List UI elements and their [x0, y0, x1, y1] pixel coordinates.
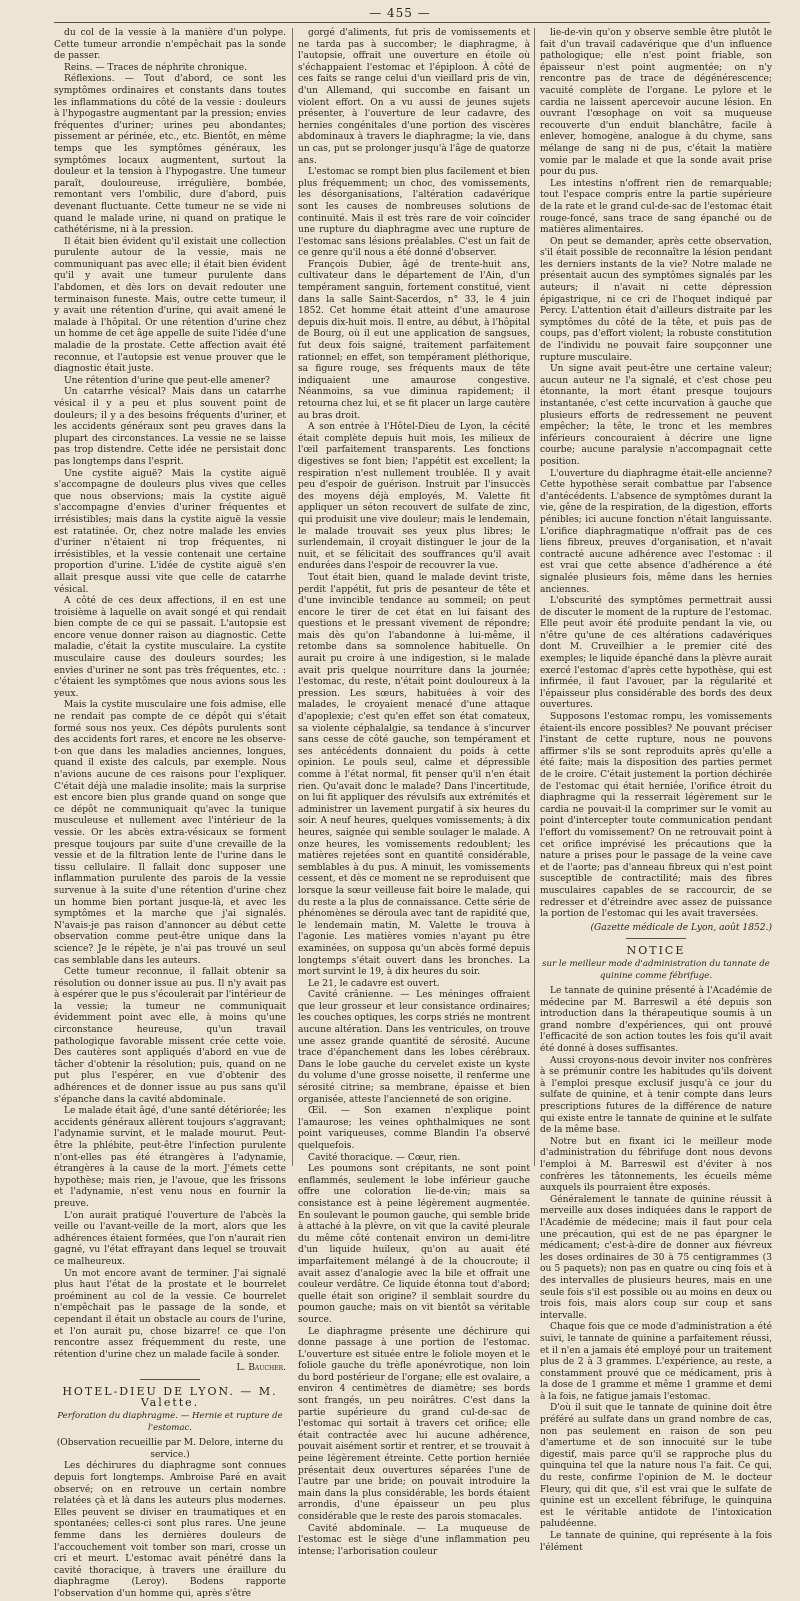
paragraph: Mais la cystite musculaire une fois admise, elle ne rendait pas compte de ce dépôt qui s'était formé sous nos yeux. Ces dépôts purulents sont des accidents fort rares, et encore ne les observe-t-on que dans les maladies anciennes, longues, quand il existe des calculs, par exemple. Nous n'avions aucune de ces raisons pour l'expliquer. C'était déjà une maladie insolite; mais la surprise est encore bien plus grande quand on songe que ce dépôt ne communiquait qu'avec la tunique musculeuse et nullement avec l'intérieur de la vessie. Or les abcès extra-vésicaux se forment presque toujours par suite d'une crevaille de la vessie et de la filtration lente de l'urine dans le tissu cellulaire. Il fallait donc supposer une inflammation purulente des parois de la vessie survenue à la suite d'une rétention d'urine chez un homme bien portant jusque-là, et avec les symptômes et la marche que j'ai signalés. N'avais-je pas raison d'annoncer au début cette observation comme peut-être unique dans la science? Je le répète, je n'ai pas trouvé un seul cas semblable dans les auteurs. [54, 700, 286, 966]
paragraph: Cette tumeur reconnue, il fallait obtenir sa résolution ou donner issue au pus. Il n'y avait pas à espérer que le pus s'écoulerait par l'intérieur de la vessie; la tumeur ne communiquait évidemment point avec elle, à moins qu'une circonstance heureuse, qu'un travail pathologique favorable missent crée cette voie. Des cautères sont appliqués d'abord en vue de tâcher d'obtenir la résolution; puis, quand on ne put plus l'espérer, en vue d'obtenir des adhérences et de donner issue au pus sans qu'il s'épanche dans la cavité abdominale. [54, 967, 287, 1105]
column-left [54, 28, 287, 1599]
signature: L. Baucher. [236, 1363, 286, 1374]
paragraph: Aussi croyons-nous devoir inviter nos confrères à se prémunir contre les habitudes qu'ils doivent à l'emploi presque exclusif jusqu'à ce jour du sulfate de quinine, et à tenir compte dans leurs prescriptions futures de la différence de nature qui existe entre le tannate de quinine et le sulfate de la même base. [540, 1055, 772, 1136]
paragraph: Une rétention d'urine que peut-elle amener? [64, 375, 270, 386]
paragraph: gorgé d'aliments, fut pris de vomissements et ne tarda pas à succomber; le diaphragme, à l'autopsie, offrait une ouverture en étoile où s'échappaient l'estomac et l'épiploon. À côté de ces faits se range celui d'un vieillard pris de vin, d'un Allemand, qui succombe en faisant un violent effort. On a vu aussi de jeunes sujets présenter, à l'ouverture de leur cadavre, des hernies congénitales d'une portion des viscères abdominaux à travers le diaphragme; la vie, dans un cas, put se prolonger jusqu'à l'âge de quatorze ans. [298, 28, 530, 166]
paragraph: Le 21, le cadavre est ouvert. [308, 978, 440, 989]
paragraph: L'obscurité des symptômes permettrait aussi de discuter le moment de la rupture de l'estomac. Elle peut avoir été produite pendant la vie, ou n'être qu'une de ces altérations cadavériques dont M. Cruveilhier a le premier cité des exemples; le liquide épanché dans la plèvre aurait exercé l'estomac d'après cette hypothèse, qui est infirmée, il faut l'avouer, par la régularité et l'épaisseur plus considérable des bords des deux ouvertures. [540, 596, 772, 711]
paragraph: L'on aurait pratiqué l'ouverture de l'abcès la veille ou l'avant-veille de la mort, alors que les adhérences étaient formées, que l'on n'aurait rien gagné, vu l'état effrayant dans lequel se trouvait ce malheureux. [54, 1210, 286, 1267]
paragraph: du col de la vessie à la manière d'un polype. Cette tumeur arrondie n'empêchait pas la sonde de passer. [54, 28, 286, 62]
paragraph: Le diaphragme présente une déchirure qui donne passage à une portion de l'estomac. L'ouverture est située entre le foliole moyen et le foliole gauche du trèfle aponévrotique, non loin du bord postérieur de l'organe; elle est ovalaire, a environ 4 centimètres de diamètre; ses bords sont frangés, un peu noirâtres. C'est dans la partie supérieure du grand cul-de-sac de l'estomac qui sortait à travers cet orifice; elle était contractée avec lui aucune adhérence, pouvait aisément sortir et rentrer, et se trouvait à peine légèrement étreinte. Cette portion herniée présentait deux ouvertures séparées l'une de l'autre par une bride; on pouvait introduire la main dans la plus considérable, les bords étaient arrondis, d'une épaisseur un peu plus considérable que le reste des parois stomacales. [298, 1326, 530, 1522]
section-subtitle: Perforation du diaphragme. — Hernie et rupture de l'estomac. [57, 1411, 283, 1433]
paragraph: Le malade était âgé, d'une santé détériorée; les accidents généraux allèrent toujours s'aggravant; l'adynamie survint, et le malade mourut. Peut-être la phlébite, peut-être l'infection purulente n'ont-elles pas été étrangères à l'adynamie, étrangères à la cause de la mort. J'émets cette hypothèse; mais rien, je l'avoue, que les frissons et l'adynamie, n'est venu nous en fournir la preuve. [54, 1106, 286, 1209]
paragraph: Les intestins n'offrent rien de remarquable; tout l'espace compris entre la partie supérieure de la rate et le grand cul-de-sac de l'estomac était rouge-foncé, sans trace de sang épanché ou de matières alimentaires. [540, 178, 772, 236]
divider [140, 1379, 200, 1380]
paragraph: Les déchirures du diaphragme sont connues depuis fort longtemps. Ambroise Paré en avait observé; on en retrouve un certain nombre relatées çà et là dans les auteurs plus modernes. Elles peuvent se diviser en traumatiques et en spontanées; celles-ci sont plus rares. Une jeune femme dans les dernières douleurs de l'accouchement voit tomber son mari, crosse un cri et meurt. L'estomac avait pénétré dans la cavité thoracique, à travers une éraillure du diaphragme (Leroy). Bodens rapporte l'observation d'un homme qui, après s'être [54, 1461, 286, 1599]
paragraph: D'où il suit que le tannate de quinine doit être préféré au sulfate dans un grand nombre de cas, non pas seulement en raison de son peu d'amertume et de son innocuité sur le tube digestif, mais parce qu'il se rapproche plus du quinquina tel que la nature nous l'a fait. Ce qui, du reste, confirme l'opinion de M. le docteur Fleury, qui dit que, s'il est vrai que le sulfate de quinine est un excellent fébrifuge, le quinquina est le véritable antidote de l'intoxication paludéenne. [540, 1403, 772, 1530]
paragraph: Un mot encore avant de terminer. J'ai signalé plus haut l'état de la prostate et le bourrelet proéminent au col de la vessie. Ce bourrelet n'empêchait pas le passage de la sonde, et cependant il était un obstacle au cours de l'urine, et l'on aurait pu, chose bizarre! ce que l'on rencontre assez fréquemment du reste, une rétention d'urine chez un malade facile à sonder. [54, 1268, 286, 1360]
paragraph: Reins. — Traces de néphrite chronique. [64, 62, 247, 73]
divider [626, 938, 686, 939]
source-citation: (Gazette médicale de Lyon, août 1852.) [590, 922, 772, 933]
paragraph: Le tannate de quinine, qui représente à la fois l'élément [540, 1531, 772, 1553]
paragraph: A son entrée à l'Hôtel-Dieu de Lyon, la cécité était complète depuis huit mois, les milieux de l'œil parfaitement transparents. Les fonctions digestives se font bien; l'appétit est excellent; la respiration n'est nullement troublée. Il y avait peu d'espoir de guérison. Instruit par l'insuccès des moyens déjà employés, M. Valette fit appliquer un séton recouvert de sulfate de zinc, qui produisit une vive douleur; mais le lendemain, le malade trouvait ses yeux plus libres; le surlendemain, il croyait distinguer le jour de la nuit, et se félicitait des souffrances qu'il avait endurées dans l'espoir de recouvrer la vue. [298, 422, 530, 572]
paragraph: Il était bien évident qu'il existait une collection purulente autour de la vessie, mais ne communiquant pas avec elle; il était bien évident qu'il y avait une tumeur purulente dans l'abdomen, et dès lors on devait redouter une terminaison funeste. Mais, outre cette tumeur, il y avait une rétention d'urine, qui avait amené le malade à l'hôpital. Or une rétention d'urine chez un homme de cet âge appelle de suite l'idée d'une maladie de la prostate. Cette affection avait été reconnue, et l'autopsie est venue prouver que le diagnostic était juste. [54, 236, 286, 375]
column-separator [534, 28, 535, 1166]
paragraph: Cavité thoracique. — Cœur, rien. [308, 1152, 461, 1163]
paragraph: Tout était bien, quand le malade devint triste, perdit l'appétit, fut pris de pesanteur de tête et d'une invincible tendance au sommeil; on peut encore le tirer de cet état en lui faisant des questions et le pressant vivement de répondre; mais dès qu'on l'abandonne à lui-même, il retombe dans sa somnolence habituelle. On aurait pu croire à une indigestion, si le malade avait pris quelque nourriture dans la journée; l'estomac, du reste, n'était point douloureux à la pression. Les sœurs, habituées à voir des malades, le croyaient menacé d'une attaque d'apoplexie; c'est qu'en effet son état comateux, sa violente céphalalgie, sa tendance à s'incurver sans cesse de côté gauche, son tempérament et ses antécédents donnaient du poids à cette opinion. Le pouls seul, calme et dépressible comme à l'état normal, fit penser qu'il n'en était rien. Qu'avait donc le malade? Dans l'incertitude, on lui fit appliquer des révulsifs aux extrémités et administrer un lavement purgatif à six heures du soir. A neuf heures, quelques vomissements; à dix heures, saignée qui semble soulager le malade. A onze heures, les vomissements redoublent; les matières rejetées sont en quantité considérable, semblables à du pus. A minuit, les vomissements cessent, et dès ce moment ne se reproduisent que lorsque la sœur veilleuse fait boire le malade, qui du reste a la plus de connaissance. Cette série de phénomènes se déroula avec tant de rapidité que, le lendemain matin, M. Valette le trouva à l'agonie. Les matières vomies n'ayant pu être examinées, on supposa qu'un abcès formé depuis longtemps s'était ouvert dans les bronches. La mort survint le 19, à dix heures du soir. [298, 572, 530, 978]
paragraph: Notre but en fixant ici le meilleur mode d'administration du fébrifuge dont nous devons l'emploi à M. Barreswil est d'éviter à nos confrères les tâtonnements, les écueils même auxquels ils pourraient être exposés. [540, 1136, 772, 1194]
header-rule [54, 22, 770, 23]
paragraph: lie-de-vin qu'on y observe semble être plutôt le fait d'un travail cadavérique que d'un influence pathologique; elle n'est point friable, son épaisseur n'est point augmentée; on n'y rencontre pas de trace de dégénérescence; vacuité complète de l'organe. Le pylore et le cardia ne laissent apercevoir aucune lésion. En ouvrant l'œsophage on voit sa muqueuse recouverte d'un enduit blanchâtre, facile à enlever, homogène, analogue à du chyme, sans mélange de sang ni de pus, c'était la matière vomie par le malade et que la sonde avait prise pour du pus. [540, 28, 772, 178]
paragraph: A côté de ces deux affections, il en est une troisième à laquelle on avait songé et qui rendait bien compte de ce qui se passait. L'autopsie est encore venue donner raison au diagnostic. Cette maladie, c'était la cystite musculaire. La cystite musculaire cause des douleurs sourdes; les envies d'uriner ne sont pas très fréquentes, etc. : c'étaient les symptômes que nous avions sous les yeux. [54, 596, 286, 699]
paragraph: Réflexions. — Tout d'abord, ce sont les symptômes ordinaires et constants dans toutes les inflammations du côté de la vessie : douleurs à l'hypogastre augmentant par la pression; envies fréquentes d'uriner; urines peu abondantes; pissement ar périnée, etc., etc. Bientôt, en même temps que les symptômes généraux, les symptômes locaux augmentent, surtout la douleur et la tension à l'hypogastre. Une tumeur paraît, douloureuse, irrégulière, bombée, remontant vers l'ombilic, dure d'abord, puis devenant fluctuante. Cette tumeur ne se vide ni quand le malade urine, ni quand on pratique le cathétérisme, ni à la pression. [54, 74, 286, 236]
paragraph: François Dubier, âgé de trente-huit ans, cultivateur dans le département de l'Ain, d'un tempérament sanguin, fortement constitué, vient dans la salle Saint-Sacerdos, n° 33, le 4 juin 1852. Cet homme était atteint d'une amaurose depuis dix-huit mois. Il entre, au début, à l'hôpital de Bourg, où il eut une application de sangsues, fut deux fois saigné, traitement parfaitement rationnel; en effet, son tempérament pléthorique, sa figure rouge, ses fréquents maux de tête indiquaient une amaurose congestive. Néanmoins, sa vue diminua rapidement; il retourna chez lui, et se fit placer un large cautère au bras droit. [298, 259, 530, 421]
paragraph: Chaque fois que ce mode d'administration a été suivi, le tannate de quinine a parfaitement réussi, et il n'en a jamais été employé pour un traitement plus de 2 à 3 grammes. L'expérience, au reste, a constamment prouvé que ce médicament, pris à la dose de 1 gramme et même 1 gramme et demi à la fois, ne fatigue jamais l'estomac. [540, 1322, 772, 1402]
paragraph: Généralement le tannate de quinine réussit à merveille aux doses indiquées dans le rapport de l'Académie de médecine; mais il faut pour cela une précaution, qui est de ne pas épargner le médicament; c'est-à-dire de donner aux fiévreux les doses ordinaires de 30 à 75 centigrammes (3 ou 5 paquets); non pas en quatre ou cinq fois et à des intervalles de plusieurs heures, mais en une seule fois s'il est possible ou au moins en deux ou trois fois, mais alors coup sur coup et sans intervalle. [540, 1194, 772, 1321]
paragraph: Les poumons sont crépitants, ne sont point enflammés, seulement le lobe inférieur gauche offre une coloration lie-de-vin; mais sa consistance est à peine légèrement augmentée. En soulevant le poumon gauche, qui semble bride à attaché à la plèvre, on vit que la cavité pleurale du même côté contenait environ un demi-litre d'un liquide huileux, qu'on au auait été imparfaitement mélangé à de la choucroute; il avait assez d'analogie avec la bile et offrait une couleur verdâtre. Ce liquide étonna tout d'abord; quelle était son origine? il semblait sourdre du poumon gauche; mais on vit bientôt sa véritable source. [298, 1164, 530, 1325]
column-right [540, 28, 772, 1553]
paragraph: Un catarrhe vésical? Mais dans un catarrhe vésical il y a peu et plus souvent point de douleurs; il y a des besoins fréquents d'uriner, et les accidents généraux sont peu graves dans la plupart des circonstances. La vessie ne se laisse pas trop distendre. Cette idée ne persistait donc pas longtemps dans l'esprit. [54, 387, 286, 467]
column-middle [298, 28, 530, 1557]
paragraph: Le tannate de quinine présenté à l'Académie de médecine par M. Barreswil a été depuis son introduction dans la thérapeutique soumis à un grand nombre d'expériences, qui ont prouvé l'efficacité de son action toutes les fois qu'il avait été donné à doses suffisantes. [540, 986, 772, 1055]
column-separator [292, 28, 293, 1166]
notice-title: NOTICE [626, 944, 686, 958]
paragraph: Supposons l'estomac rompu, les vomissements étaient-ils encore possibles? Ne pouvant préciser l'instant de cette rupture, nous ne pouvons affirmer s'ils se sont reproduits après qu'elle a été faite; mais la disposition des parties permet de le croire. C'était justement la portion déchirée de l'estomac qui était herniée, l'orifice étroit du diaphragme qui la resserrait légèrement sur le cardia ne pouvait-il la comprimer sur le vomit au point d'intercepter toute communication pendant l'effort du vomissement? On ne retrouvait point à cet orifice imprévisé les précautions que la nature a prises pour le passage de la veine cave et de l'aorte; pas d'anneau fibreux qui n'est point susceptible de contractilité; mais des fibres musculaires capables de se raccourcir, de se redresser et d'étreindre avec assez de puissance la portion de l'estomac qui les avait traversées. [540, 712, 772, 920]
observation-credit: (Observation recueillie par M. Delore, interne du service.) [56, 1438, 284, 1460]
paragraph: L'ouverture du diaphragme était-elle ancienne? Cette hypothèse serait combattue par l'absence d'antécédents. L'absence de symptômes durant la vie, gêne de la respiration, de la digestion, efforts pénibles; ici aucune fonction n'était languissante. L'orifice diaphragmatique n'offrait pas de ces liens fibreux, preuves d'organisation, et n'avait contracté aucune adhérence avec l'estomac : il est vrai que cette absence d'adhérence a été signalée plusieurs fois, même dans les hernies anciennes. [540, 468, 772, 595]
section-title: HOTEL-DIEU DE LYON. — M. Valette. [62, 1384, 278, 1410]
paragraph: Œil. — Son examen n'explique point l'amaurose; les veines ophthalmiques ne sont point variqueuses, comme Blandin l'a observé quelquefois. [298, 1106, 530, 1151]
paragraph: Un signe avait peut-être une certaine valeur; aucun auteur ne l'a signalé, et c'est chose peu étonnante, la mort étant presque toujours instantanée, c'est cette incurvation à gauche que plusieurs efforts de redressement ne peuvent empêcher; la tête, le tronc et les membres inférieurs concouraient à décrire une ligne courbe; aucune paralysie n'accompagnait cette position. [540, 364, 772, 467]
paragraph: L'estomac se rompt bien plus facilement et bien plus fréquemment; un choc, des vomissements, les désorganisations, l'altération cadavérique sont les causes de nombreuses solutions de continuité. Mais il est très rare de voir coïncider une rupture du diaphragme avec une rupture de l'estomac sans lésions préalables. C'est un fait de ce genre qu'il nous a été donné d'observer. [298, 167, 530, 259]
paragraph: Cavité abdominale. — La muqueuse de l'estomac est le siège d'une inflammation peu intense; l'arborisation couleur [298, 1523, 530, 1557]
paragraph: Une cystite aiguë? Mais la cystite aiguë s'accompagne de douleurs plus vives que celles que nous observions; mais la cystite aiguë s'accompagne d'envies d'uriner fréquentes et irrésistibles; mais dans la cystite aiguë la vessie est ratatinée. Or, chez notre malade les envies d'uriner n'étaient ni trop fréquentes, ni irrésistibles, et la vessie contenait une certaine proportion d'urine. L'idée de cystite aiguë s'en allait presque aussi vite que celle de catarrhe vésical. [54, 468, 286, 595]
page-number: — 455 — [369, 6, 431, 20]
paragraph: On peut se demander, après cette observation, s'il était possible de reconnaître la lésion pendant les derniers instants de la vie? Notre malade ne présentait aucun des symptômes signalés par les auteurs; il n'avait ni cette dépression épigastrique, ni ce cri de l'hoquet indiqué par Percy. L'attention était d'ailleurs distraite par les symptômes du côté de la tête, et puis pas de coups, pas d'effort violent; la robuste constitution de l'individu ne pouvait faire soupçonner une rupture musculaire. [540, 236, 772, 363]
paragraph: Cavité crânienne. — Les méninges offraient que leur grosseur et leur consistance ordinaires; les couches optiques, les corps striés ne montrent aucune altération. Dans les ventricules, on trouve une assez grande quantité de sérosité. Aucune trace d'épanchement dans les lobes cérébraux. Dans le lobe gauche du cervelet existe un kyste du volume d'une grosse noisette, il renferme une sérosité citrine; sa membrane, épaisse et bien organisée, atteste l'ancienneté de son origine. [298, 990, 530, 1105]
notice-subtitle: sur le meilleur mode d'administration du tannate de quinine comme fébrifuge. [542, 958, 770, 981]
